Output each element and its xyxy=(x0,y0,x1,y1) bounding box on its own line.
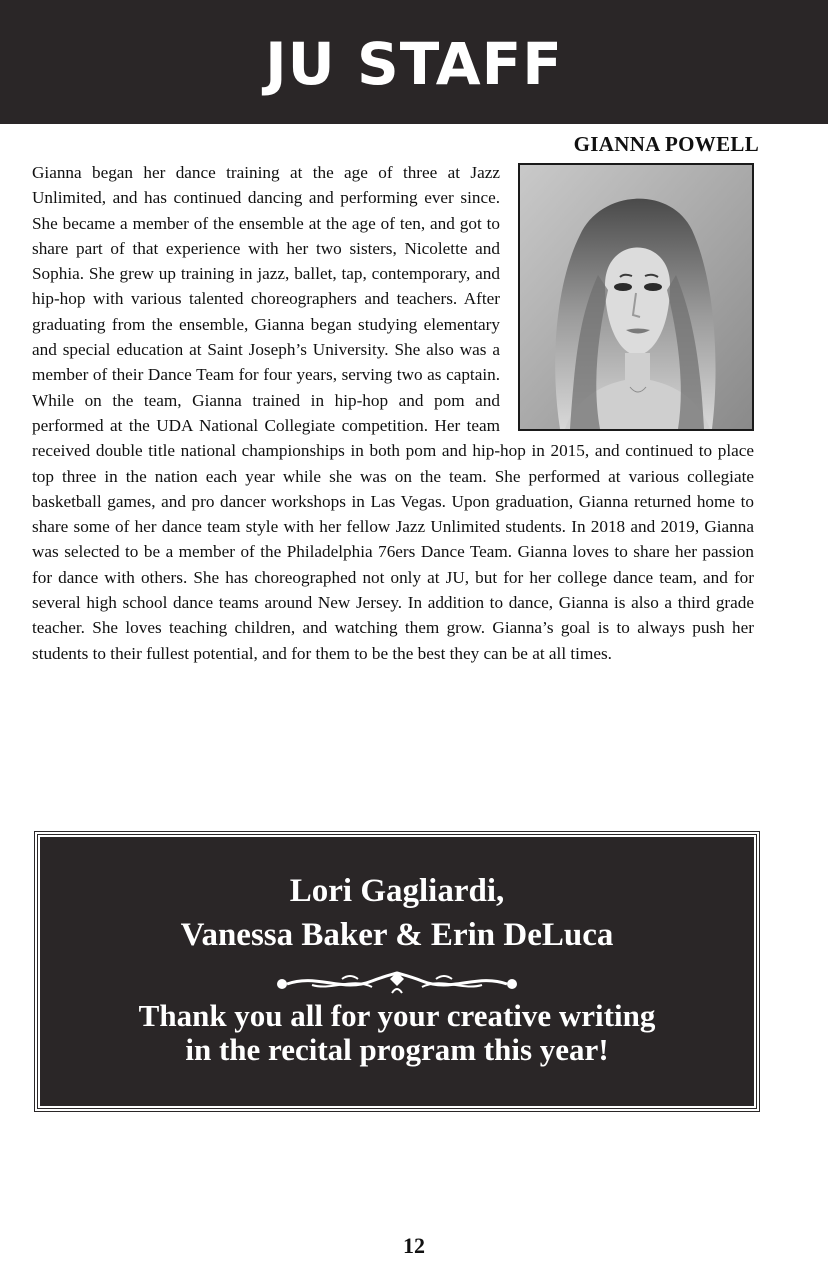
staff-bio xyxy=(32,160,754,666)
portrait-image xyxy=(520,165,752,429)
thank-you-line-2: in the recital program this year! xyxy=(185,1032,609,1067)
thank-you-message xyxy=(40,999,754,1067)
bio-text: Gianna began her dance training at the age of three at Jazz Unlimited, and has continued dancing and performing ever since. She became a member of the ensemble at the age of ten, and got to share part of that experience with her two sisters, Nicolette and Sophia. She grew up training in jazz, ballet, tap, contemporary, and hip-hop with various talented choreographers and teachers. After graduating from the ensemble, Gianna began studying elementary and special education at Saint Joseph’s University. She also was a member of their Dance Team for four years, serving two as captain. While on the team, Gianna trained in hip-hop and pom and performed at the UDA National Collegiate competition. Her team received double title national championships in both pom and hip-hop in 2015, and continued to place top three in the nation each year while she was on the team. She performed at various collegiate basketball games, and pro dancer workshops in Las Vegas. Upon graduation, Gianna returned home to share some of her dance team style with her fellow Jazz Unlimited students. In 2018 and 2019, Gianna was selected to be a member of the Philadelphia 76ers Dance Team. Gianna loves to share her passion for dance with others. She has choreographed not only at JU, but for her college dance team, and for several high school dance teams around New Jersey. In addition to dance, Gianna is also a third grade teacher. She loves teaching children, and watching them grow. Gianna’s goal is to always push her students to their fullest potential, and for them to be the best they can be at all times. xyxy=(32,163,754,663)
thank-you-banner xyxy=(34,831,760,1112)
page-header xyxy=(0,0,828,124)
credit-names-line-1: Lori Gagliardi, xyxy=(289,873,505,909)
flourish-divider-icon xyxy=(272,971,522,995)
page-number: 12 xyxy=(403,1233,425,1258)
staff-name: GIANNA POWELL xyxy=(573,132,759,156)
thank-you-line-1: Thank you all for your creative writing xyxy=(138,998,656,1033)
page-title: JU STAFF xyxy=(265,30,563,98)
banner-panel xyxy=(38,835,756,1108)
staff-photo xyxy=(518,163,754,431)
credit-names-line-2: Vanessa Baker & Erin DeLuca xyxy=(180,917,614,953)
credited-writers xyxy=(40,837,754,957)
